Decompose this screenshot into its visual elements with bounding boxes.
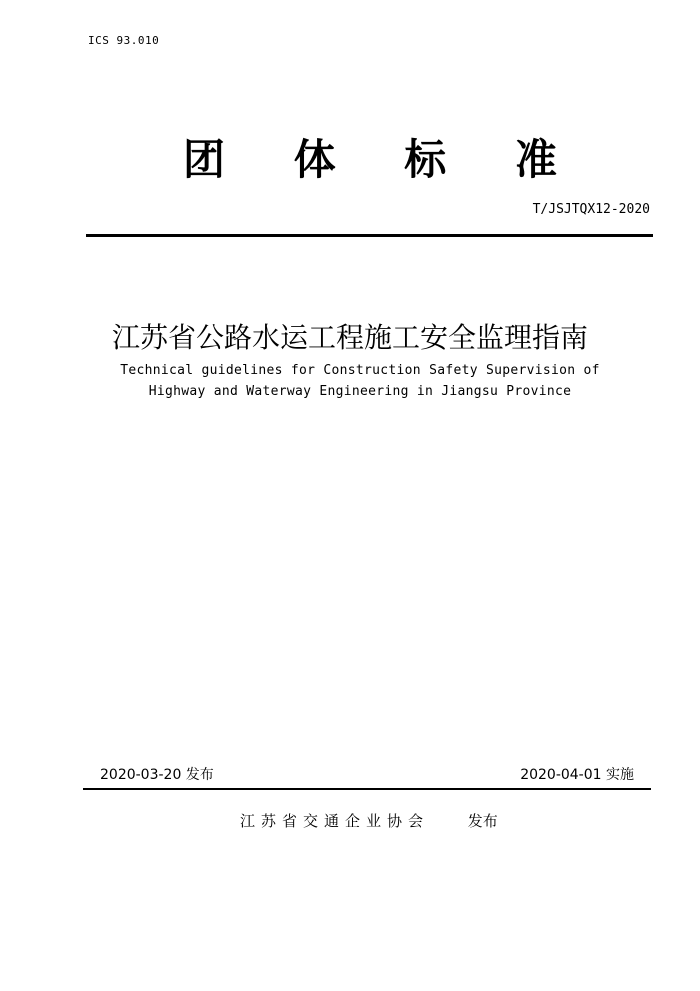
english-title-line: Highway and Waterway Engineering in Jiangsu Province <box>148 384 572 399</box>
english-title <box>0 360 700 402</box>
chinese-title: 江苏省公路水运工程施工安全监理指南 <box>111 321 588 354</box>
issuer-label: 发布 <box>467 812 498 830</box>
standard-type-char: 标 <box>404 135 447 184</box>
standard-number: T/JSJTQX12-2020 <box>532 202 650 217</box>
issuer-line <box>240 810 498 831</box>
publish-date: 2020-03-20 发布 <box>100 767 214 783</box>
footer-divider <box>83 788 651 790</box>
date-row <box>100 764 634 784</box>
issuer-name: 江苏省交通企业协会 <box>240 812 430 830</box>
standard-type-heading <box>180 130 560 190</box>
standard-type-char: 准 <box>514 135 557 184</box>
implement-date: 2020-04-01 实施 <box>520 767 634 783</box>
standard-type-char: 体 <box>293 135 336 184</box>
ics-code: ICS 93.010 <box>88 34 160 47</box>
english-title-line: Technical guidelines for Construction Safety Supervision of <box>120 363 600 378</box>
standard-type-char: 团 <box>182 135 225 184</box>
header-divider <box>86 234 653 237</box>
